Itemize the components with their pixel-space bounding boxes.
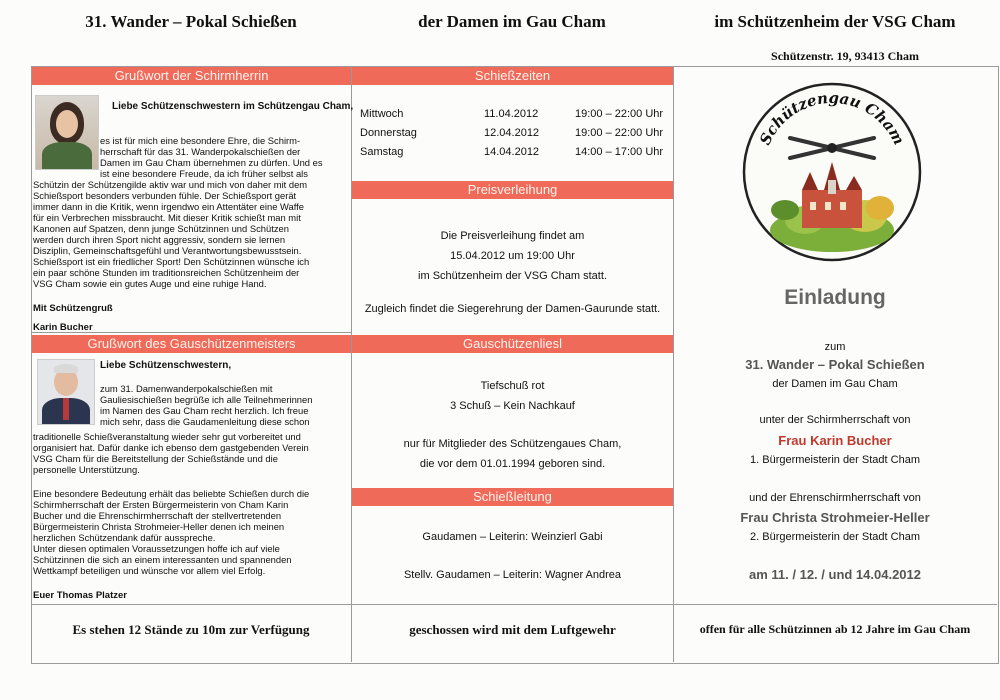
award-text: [352, 226, 673, 286]
salutation-2: Liebe Schützenschwestern,: [100, 360, 232, 371]
day: Mittwoch: [360, 108, 404, 120]
invite-event: 31. Wander – Pokal Schießen: [745, 357, 925, 372]
times-table: [360, 108, 672, 165]
header-title-middle: der Damen im Gau Cham: [418, 12, 606, 31]
section-bar-schiessleitung: Schießleitung: [352, 488, 673, 506]
times-row: [360, 127, 672, 146]
invite-zum: zum: [824, 341, 846, 353]
text-line: ist eine besondere Freude, da ich früher selbst als: [100, 168, 308, 179]
text-line: Bürgermeisterin Christa Strohmeier-Heller denen ich meinen: [33, 521, 285, 532]
patron-title: 1. Bürgermeisterin der Stadt Cham: [750, 454, 920, 466]
text-line: organisiert hat. Dafür danke ich ebenso dem gastgebenden Verein: [33, 442, 309, 453]
text-line: nur für Mitglieder des Schützengaues Cham,: [403, 438, 622, 450]
day: Donnerstag: [360, 127, 417, 139]
section-bar-schiesszeiten: Schießzeiten: [352, 67, 673, 85]
text-line: herrschaft für das 31. Wanderpokalschießen der: [100, 146, 301, 157]
liesl-text: [352, 376, 673, 416]
text-line: Tiefschuß rot: [480, 380, 545, 392]
text-line: Damen im Gau Cham übernehmen zu dürfen. Und es: [100, 157, 323, 168]
footer-right: offen für alle Schützinnen ab 12 Jahre im Gau Cham: [699, 622, 971, 636]
text-line: Die Preisverleihung findet am: [440, 230, 585, 242]
logo-graphic: [740, 80, 924, 270]
text-line: im Namen des Gau Cham recht herzlich. Ich freue: [100, 405, 309, 416]
text-line: Schießsport ist ein friedlicher Sport! Den Schützinnen wünsche ich: [33, 256, 310, 267]
times-row: [360, 108, 672, 127]
time: 19:00 – 22:00 Uhr: [575, 108, 664, 120]
text-line: ein paar schöne Stunden im traditionsreichen Schützenheim der: [33, 267, 300, 278]
times-row: [360, 146, 672, 165]
patron-name: Frau Karin Bucher: [778, 433, 892, 448]
section-bar-gauschuetzenmeister: Grußwort des Gauschützenmeisters: [32, 335, 351, 353]
schuetzengau-logo: [740, 80, 924, 270]
text-line: VSG Cham für die Bereitstellung der Schießstände und die: [33, 453, 278, 464]
text-line: herzlichen Schützendank dafür ausspreche.: [33, 532, 216, 543]
text-line: Schirmherrschaft der Ersten Bürgermeisterin von Cham Karin: [33, 499, 289, 510]
portrait-thomas-platzer: [37, 359, 95, 425]
date: 11.04.2012: [484, 108, 539, 120]
signature-2: Euer Thomas Platzer: [33, 590, 127, 601]
text-line: Bucher und die Ehrenschirmherrschaft der stellvertretenden: [33, 510, 282, 521]
section-bar-schirmherrin: Grußwort der Schirmherrin: [32, 67, 351, 85]
text-line: traditionelle Schießveranstaltung wieder sehr gut vorbereitet und: [33, 431, 301, 442]
text-line: VSG Cham sowie ein gutes Auge und eine ruhige Hand.: [33, 278, 267, 289]
text-line: Schützinnen die sich an einem interessanten und spannenden: [33, 554, 292, 565]
lead-1: Gaudamen – Leiterin: Weinzierl Gabi: [422, 531, 603, 543]
greeting2-text-right: [100, 383, 350, 427]
honor-name: Frau Christa Strohmeier-Heller: [740, 510, 930, 525]
text-line: 15.04.2012 um 19:00 Uhr: [450, 250, 575, 262]
footer-divider: [31, 604, 997, 605]
text-line: immer dann in die Kritik, wenn irgendwo ein Attentäter eine Waffe: [33, 201, 304, 212]
award-extra: Zugleich findet die Siegerehrung der Damen-Gaurunde statt.: [364, 303, 661, 315]
closing-1: Mit Schützengruß: [33, 303, 113, 314]
logo-text: Schützengau Cham: [755, 88, 909, 148]
event-dates: am 11. / 12. / und 14.04.2012: [749, 567, 921, 582]
text-line: Schießsport besonders verbunden fühle. Der Schießsport gerät: [33, 190, 297, 201]
patron-intro: unter der Schirmherrschaft von: [759, 414, 911, 426]
text-line: 3 Schuß – Kein Nachkauf: [450, 400, 575, 412]
liesl-note: [352, 434, 673, 474]
time: 14:00 – 17:00 Uhr: [575, 146, 664, 158]
invite-event-sub: der Damen im Gau Cham: [772, 378, 898, 390]
invite-title: Einladung: [784, 286, 886, 309]
honor-title: 2. Bürgermeisterin der Stadt Cham: [750, 531, 920, 543]
date: 12.04.2012: [484, 127, 540, 139]
day: Samstag: [360, 146, 404, 158]
section-bar-gauschuetzenliesl: Gauschützenliesl: [352, 335, 673, 353]
text-line: Disziplin, Gemeinschaftsgefühl und Verantwortungsbewusstsein.: [33, 245, 302, 256]
text-line: es ist für mich eine besondere Ehre, die Schirm-: [100, 135, 301, 146]
header-title-left: 31. Wander – Pokal Schießen: [85, 12, 297, 31]
text-line: Wettkampf beteiligen und wünsche vor allem viel Erfolg.: [33, 565, 266, 576]
text-line: Unter diesen optimalen Voraussetzungen hoffe ich auf viele: [33, 543, 280, 554]
time: 19:00 – 22:00 Uhr: [575, 127, 664, 139]
text-line: Gauliesischießen begrüße ich alle Teilnehmerinnen: [100, 394, 313, 405]
text-line: mich sehr, dass die Gaudamenleitung diese schon: [100, 416, 310, 427]
text-line: für ein Verbrechen missbraucht. Mit dieser Kritik schießt man mit: [33, 212, 301, 223]
footer-left: Es stehen 12 Stände zu 10m zur Verfügung: [72, 622, 310, 637]
text-line: die vor dem 01.01.1994 geboren sind.: [419, 458, 606, 470]
greeting2-text-full: [33, 431, 351, 475]
text-line: im Schützenheim der VSG Cham statt.: [418, 270, 607, 282]
greeting1-text-full: [33, 179, 351, 289]
address: Schützenstr. 19, 93413 Cham: [771, 49, 919, 63]
portrait-karin-bucher: [35, 95, 99, 170]
greeting2-text-full-2: [33, 488, 351, 576]
text-line: Schützin der Schützengilde aktiv war und mich von daher mit dem: [33, 179, 308, 190]
text-line: werden durch ihren Sport nicht aggressiv, sondern sie lernen: [33, 234, 286, 245]
text-line: personelle Unterstützung.: [33, 464, 140, 475]
text-line: Eine besondere Bedeutung erhält das beliebte Schießen durch die: [33, 488, 310, 499]
date: 14.04.2012: [484, 146, 540, 158]
lead-2: Stellv. Gaudamen – Leiterin: Wagner Andrea: [403, 569, 622, 581]
honor-intro: und der Ehrenschirmherrschaft von: [749, 492, 921, 504]
footer-middle: geschossen wird mit dem Luftgewehr: [409, 622, 616, 637]
salutation-1: Liebe Schützenschwestern im Schützengau Cham,: [112, 101, 354, 112]
section-bar-preisverleihung: Preisverleihung: [352, 181, 673, 199]
text-line: Kanonen auf Spatzen, denn junge Schützinnen und Schützen: [33, 223, 289, 234]
header-title-right: im Schützenheim der VSG Cham: [714, 12, 956, 31]
text-line: zum 31. Damenwanderpokalschießen mit: [100, 383, 273, 394]
greeting1-text-right: [100, 135, 350, 179]
signature-1: Karin Bucher: [33, 322, 93, 333]
